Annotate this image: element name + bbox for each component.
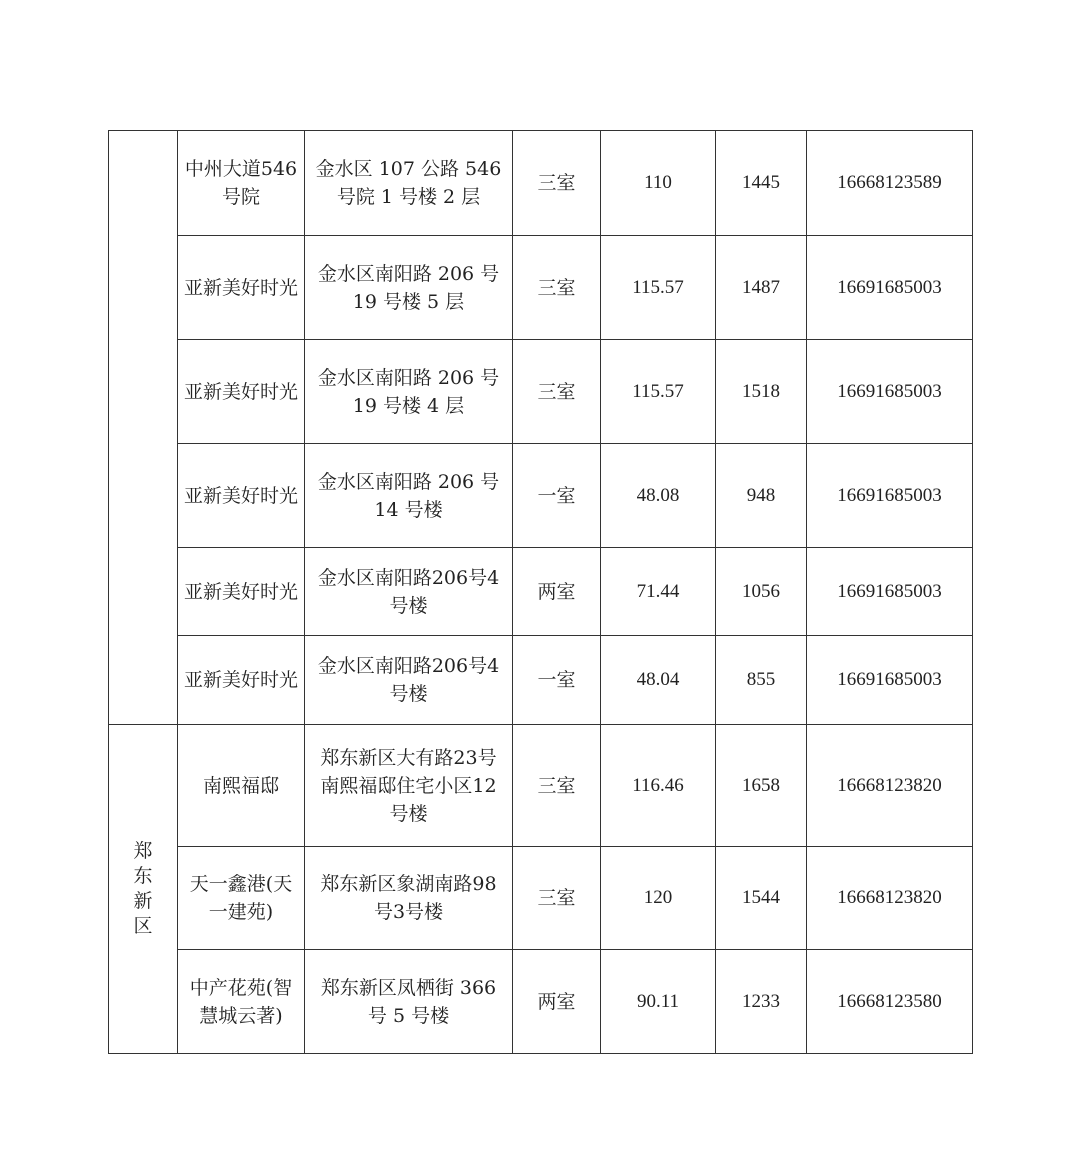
community-cell: 南熙福邸 <box>178 725 305 847</box>
address-cell: 金水区 107 公路 546 号院 1 号楼 2 层 <box>305 131 513 236</box>
layout-cell: 三室 <box>513 340 601 444</box>
area-cell: 115.57 <box>601 340 716 444</box>
district-label: 郑东新区 <box>133 839 153 937</box>
price-cell: 948 <box>716 444 807 548</box>
address-cell: 金水区南阳路 206 号 14 号楼 <box>305 444 513 548</box>
phone-cell: 16691685003 <box>807 444 973 548</box>
area-cell: 48.08 <box>601 444 716 548</box>
table-row <box>109 236 973 340</box>
table-row <box>109 636 973 725</box>
district-cell <box>109 131 178 725</box>
area-cell: 48.04 <box>601 636 716 725</box>
community-cell: 中产花苑(智慧城云著) <box>178 950 305 1054</box>
price-cell: 1518 <box>716 340 807 444</box>
price-cell: 1233 <box>716 950 807 1054</box>
address-cell: 郑东新区象湖南路98号3号楼 <box>305 847 513 950</box>
address-cell: 金水区南阳路 206 号 19 号楼 4 层 <box>305 340 513 444</box>
phone-cell: 16691685003 <box>807 636 973 725</box>
address-cell: 金水区南阳路206号4号楼 <box>305 548 513 636</box>
table-row <box>109 725 973 847</box>
community-cell: 亚新美好时光 <box>178 444 305 548</box>
price-cell: 1544 <box>716 847 807 950</box>
phone-cell: 16691685003 <box>807 236 973 340</box>
housing-listing-table <box>108 130 973 1054</box>
layout-cell: 一室 <box>513 636 601 725</box>
table-row <box>109 131 973 236</box>
area-cell: 116.46 <box>601 725 716 847</box>
price-cell: 1445 <box>716 131 807 236</box>
price-cell: 855 <box>716 636 807 725</box>
address-cell: 郑东新区凤栖街 366 号 5 号楼 <box>305 950 513 1054</box>
community-cell: 亚新美好时光 <box>178 636 305 725</box>
community-cell: 亚新美好时光 <box>178 548 305 636</box>
phone-cell: 16668123820 <box>807 725 973 847</box>
layout-cell: 三室 <box>513 725 601 847</box>
table-row <box>109 340 973 444</box>
table-row <box>109 950 973 1054</box>
area-cell: 110 <box>601 131 716 236</box>
phone-cell: 16691685003 <box>807 548 973 636</box>
table-row <box>109 444 973 548</box>
phone-cell: 16668123580 <box>807 950 973 1054</box>
district-cell <box>109 725 178 1054</box>
community-cell: 亚新美好时光 <box>178 340 305 444</box>
layout-cell: 三室 <box>513 236 601 340</box>
address-cell: 金水区南阳路 206 号 19 号楼 5 层 <box>305 236 513 340</box>
area-cell: 115.57 <box>601 236 716 340</box>
area-cell: 120 <box>601 847 716 950</box>
layout-cell: 三室 <box>513 131 601 236</box>
phone-cell: 16668123589 <box>807 131 973 236</box>
community-cell: 天一鑫港(天一建苑) <box>178 847 305 950</box>
layout-cell: 三室 <box>513 847 601 950</box>
address-cell: 郑东新区大有路23号南熙福邸住宅小区12号楼 <box>305 725 513 847</box>
layout-cell: 两室 <box>513 950 601 1054</box>
layout-cell: 一室 <box>513 444 601 548</box>
table-row <box>109 847 973 950</box>
area-cell: 71.44 <box>601 548 716 636</box>
price-cell: 1658 <box>716 725 807 847</box>
area-cell: 90.11 <box>601 950 716 1054</box>
layout-cell: 两室 <box>513 548 601 636</box>
phone-cell: 16668123820 <box>807 847 973 950</box>
community-cell: 亚新美好时光 <box>178 236 305 340</box>
table-row <box>109 548 973 636</box>
community-cell: 中州大道546号院 <box>178 131 305 236</box>
price-cell: 1487 <box>716 236 807 340</box>
address-cell: 金水区南阳路206号4号楼 <box>305 636 513 725</box>
price-cell: 1056 <box>716 548 807 636</box>
phone-cell: 16691685003 <box>807 340 973 444</box>
